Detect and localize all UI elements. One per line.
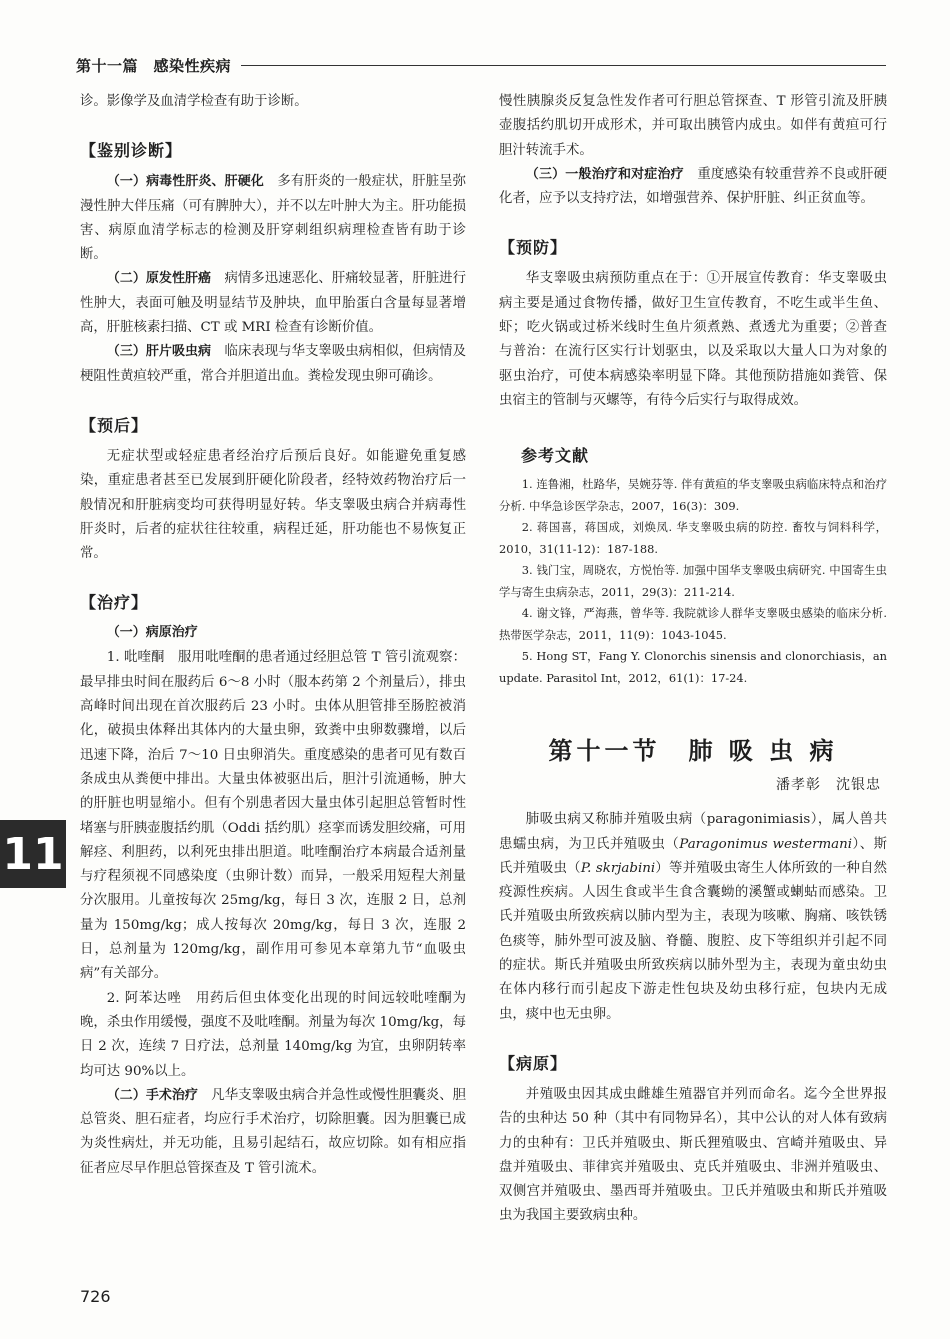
chapter-name: 肺 吸 虫 病 xyxy=(688,736,838,766)
diff-item xyxy=(80,267,466,340)
treatment-albendazole xyxy=(80,987,466,1084)
diff-item-label: （二）原发性肝癌 xyxy=(106,271,212,287)
drug-label: 1. 吡喹酮 xyxy=(106,650,165,666)
header-rule xyxy=(241,65,886,66)
treatment-surgery xyxy=(80,1084,466,1181)
reference-item: 1. 连鲁湘，杜路华，吴婉芬等. 伴有黄疸的华支睾吸虫病临床特点和治疗分析. 中华急诊医学杂志，2007，16(3)：309. xyxy=(499,477,887,513)
diff-item xyxy=(80,170,466,267)
continued-text: 慢性胰腺炎反复急性发作者可行胆总管探查、T 形管引流及肝胰壶腹括约肌切开成形术，并可取出胰管内成虫。如伴有黄疸可行胆汁转流手术。 xyxy=(499,94,887,158)
scientific-name: Paragonimus westermani xyxy=(679,836,853,852)
running-header xyxy=(76,52,886,78)
chapter-intro xyxy=(499,808,887,1027)
prevention-text: 华支睾吸虫病预防重点在于：①开展宣传教育：华支睾吸虫病主要是通过食物传播，做好卫生宣传教育，不吃生或半生鱼、虾；吃火锅或过桥米线时生鱼片须煮熟、煮透尤为重要；②普查与普治：在流行区实行计划驱虫，以及采取以大量人口为对象的驱虫治疗，可使本病感染率明显下降。其他预防措施如粪管、保虫宿主的管制与灭螺等，有待今后实行与取得成效。 xyxy=(499,271,887,408)
diff-item xyxy=(80,340,466,389)
continued-text: 诊。影像学及血清学检查有助于诊断。 xyxy=(80,94,308,109)
subheading-label: （三）一般治疗和对症治疗 xyxy=(525,166,684,182)
section-heading-treatment: 【治疗】 xyxy=(80,593,149,613)
etiology-text: 并殖吸虫因其成虫雌雄生殖器官并列而命名。迄今全世界报告的虫种达 50 种（其中有同物异名），其中公认的对人体有致病力的虫种有：卫氏并殖吸虫、斯氏狸殖吸虫、宫崎并殖吸虫、异盘并殖吸虫、菲律宾并殖吸虫、克氏并殖吸虫、非洲并殖吸虫、双侧宫并殖吸虫、墨西哥并殖吸虫。卫氏并殖吸虫和斯氏并殖吸虫为我国主要致病虫种。 xyxy=(499,1086,887,1224)
drug-text: 用药后但虫体变化出现的时间远较吡喹酮为晚，杀虫作用缓慢，强度不及吡喹酮。剂量为每次 10mg/kg，每日 2 次，连续 7 日疗法，总剂量 140mg/kg 为宜，虫卵阴转率均可达 90%以上。 xyxy=(80,990,466,1079)
general-text: 重度感染有较重营养不良或肝硬化者，应予以支持疗法，如增强营养、保护肝脏、纠正贫血等。 xyxy=(499,166,887,207)
intro-text: ）等并殖吸虫寄生人体所致的一种自然疫源性疾病。人因生食或半生食含囊蚴的溪蟹或蝲蛄而感染。卫氏并殖吸虫所致疾病以肺内型为主，表现为咳嗽、胸痛、咳铁锈色痰等，肺外型可波及脑、脊髓、腹腔、皮下等组织并引起不同的症状。斯氏并殖吸虫所致疾病以肺外型为主，表现为童虫幼虫在体内移行而引起皮下游走性包块及幼虫移行症，包块内无成虫，痰中也无虫卵。 xyxy=(499,860,888,1022)
subheading-label: （二）手术治疗 xyxy=(106,1087,198,1103)
diff-item-text: 病情多迅速恶化、肝痛较显著，肝脏进行性肿大，表面可触及明显结节及肿块，血甲胎蛋白含量每显著增高，肝脏核素扫描、CT 或 MRI 检查有诊断价值。 xyxy=(80,271,466,336)
treatment-praziquantel xyxy=(80,646,466,986)
treatment-subheading-etiologic xyxy=(80,622,466,644)
chapter-authors: 潘孝彰 沈银忠 xyxy=(776,777,881,794)
section-heading-prevention: 【预防】 xyxy=(499,238,568,258)
section-heading-etiology: 【病原】 xyxy=(499,1053,568,1073)
prognosis-text: 无症状型或轻症患者经治疗后预后良好。如能避免重复感染，重症患者甚至已发展到肝硬化阶段者，经特效药物治疗后一般情况和肝脏病变均可获得明显好转。华支睾吸虫病合并病毒性肝炎时，后者的症状往往较重，病程迁延，肝功能也不易恢复正常。 xyxy=(80,448,466,562)
section-heading-prognosis: 【预后】 xyxy=(80,415,149,435)
intro-text: 肺吸虫病又称肺并殖吸虫病（paragonimiasis），属人兽共患蠕虫病，为卫氏并殖吸虫（ xyxy=(499,812,887,852)
reference-item: 4. 谢文锋，严海燕，曾华等. 我院就诊人群华支睾吸虫感染的临床分析. 热带医学杂志，2011，11(9)：1043-1045. xyxy=(499,606,887,642)
diff-item-label: （一）病毒性肝炎、肝硬化 xyxy=(106,174,264,190)
surgery-text: 凡华支睾吸虫病合并急性或慢性胆囊炎、胆总管炎、胆石症者，均应行手术治疗，切除胆囊。因为胆囊已成为炎性病灶，并无功能，且易引起结石，故应切除。如有相应指征者应尽早作胆总管探查及 T 管引流术。 xyxy=(80,1087,466,1176)
drug-label: 2. 阿苯达唑 xyxy=(106,990,182,1006)
diff-item-text: 临床表现与华支睾吸虫病相似，但病情及梗阻性黄疸较严重，常合并胆道出血。粪检发现虫卵可确诊。 xyxy=(80,344,466,384)
left-column xyxy=(80,90,466,1181)
page-number: 726 xyxy=(80,1287,111,1306)
scientific-name: P. skrjabini xyxy=(580,860,656,876)
treatment-general xyxy=(499,163,887,212)
reference-item: 3. 钱门宝，周晓农，方悦怡等. 加强中国华支睾吸虫病研究. 中国寄生虫学与寄生虫病杂志，2011，29(3)：211-214. xyxy=(499,563,887,599)
reference-item: 5. Hong ST，Fang Y. Clonorchis sinensis and clonorchiasis，an update. Parasitol Int，2012，61(1)：17-24. xyxy=(499,649,887,685)
chapter-tab: 11 xyxy=(0,820,66,888)
right-column xyxy=(499,90,887,1229)
chapter-title xyxy=(499,731,887,766)
reference-item: 2. 蒋国喜，蒋国成，刘焕凤. 华支睾吸虫病的防控. 畜牧与饲料科学，2010，31(11-12)：187-188. xyxy=(499,520,887,556)
diff-item-text: 多有肝炎的一般症状，肝脏呈弥漫性肿大伴压痛（可有脾肿大），并不以左叶肿大为主。肝功能损害、病原血清学标志的检测及肝穿刺组织病理检查皆有助于诊断。 xyxy=(80,174,466,263)
section-heading-differential: 【鉴别诊断】 xyxy=(80,141,183,161)
references-heading: 参考文献 xyxy=(521,446,590,466)
header-title: 第十一篇 感染性疾病 xyxy=(76,56,232,75)
diff-item-label: （三）肝片吸虫病 xyxy=(106,344,212,360)
subheading-label: （一）病原治疗 xyxy=(106,625,198,641)
drug-text: 服用吡喹酮的患者通过经胆总管 T 管引流观察：最早排虫时间在服药后 6～8 小时（服本药第 2 个剂量后），排虫高峰时间出现在首次服药后 23 小时。虫体从胆管排至肠腔被消化，破损虫体释出其体内的大量虫卵，致粪中虫卵数骤增，以后迅速下降，治后 7～10 日虫卵消失。重度感染的患者可见有数百条成虫从粪便中排出。大量虫体被驱出后，胆汁引流通畅，肿大的肝脏也明显缩小。但有个别患者因大量虫体引起胆总管暂时性堵塞与肝胰壶腹括约肌（Oddi 括约肌）痉挛而诱发胆绞痛，可用解痉、利胆药，以利死虫排出胆道。吡喹酮治疗本病最合适剂量与疗程须视不同感染度（虫卵计数）而异，一般采用短程大剂量分次服用。儿童按每次 25mg/kg，每日 3 次，连服 2 日，总剂量为 150mg/kg；成人按每次 20mg/kg，每日 3 次，连服 2 日，总剂量为 120mg/kg，副作用可参见本章第九节“血吸虫病”有关部分。 xyxy=(80,650,466,982)
intro-text: ）、斯氏并殖吸虫（ xyxy=(499,836,887,876)
chapter-number: 第十一节 xyxy=(548,736,661,766)
